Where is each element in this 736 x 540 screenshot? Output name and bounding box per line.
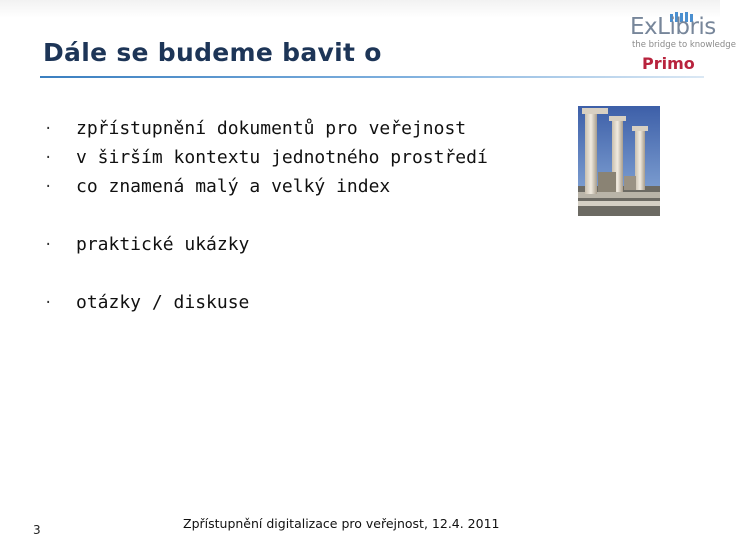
- bullet-dot: ·: [44, 121, 53, 137]
- primo-logo: Primo: [642, 54, 695, 73]
- bullet-text: zpřístupnění dokumentů pro veřejnost: [76, 118, 467, 139]
- logo-tagline: the bridge to knowledge: [632, 40, 736, 50]
- bullet-text: co znamená malý a velký index: [76, 176, 391, 197]
- title-divider: [40, 76, 704, 78]
- bullet-text: praktické ukázky: [76, 234, 250, 255]
- bullet-dot: ·: [44, 150, 53, 166]
- bullet-text: v širším kontextu jednotného prostředí: [76, 147, 488, 168]
- bullet-text: otázky / diskuse: [76, 292, 250, 313]
- temple-columns-image: [578, 106, 660, 216]
- slide-footer: Zpřístupnění digitalizace pro veřejnost, 12.4. 2011: [183, 516, 500, 531]
- slide-title: Dále se budeme bavit o: [43, 38, 382, 67]
- bullet-dot: ·: [44, 179, 53, 195]
- bullet-dot: ·: [44, 237, 53, 253]
- bullet-dot: ·: [44, 295, 53, 311]
- page-number: 3: [33, 523, 41, 537]
- exlibris-logo: ExLibris: [630, 14, 716, 40]
